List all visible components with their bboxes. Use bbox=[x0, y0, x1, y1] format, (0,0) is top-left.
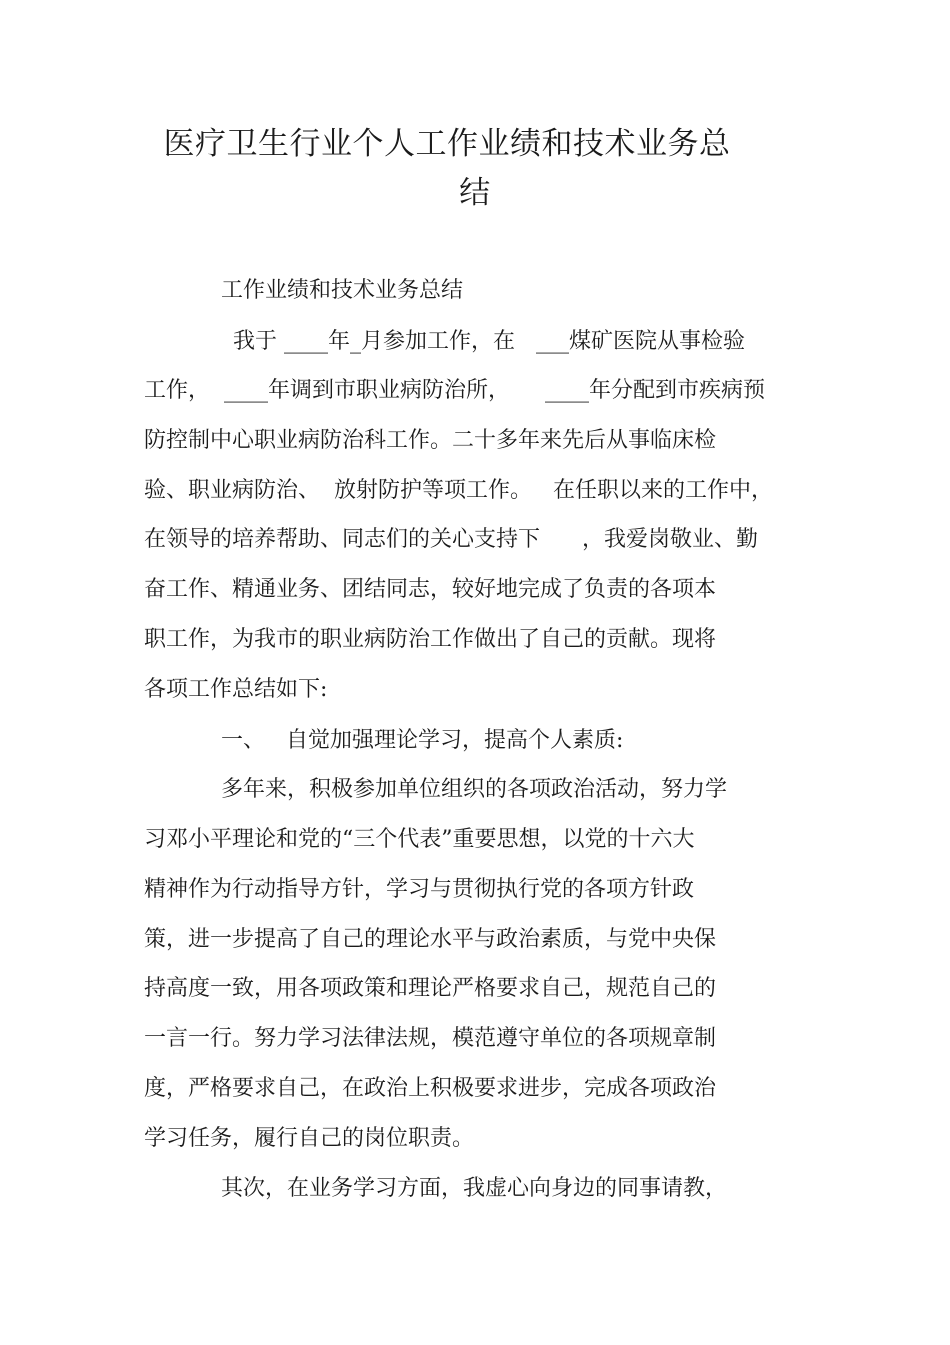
document-title-line-1: 医疗卫生行业个人工作业绩和技术业务总 bbox=[163, 126, 731, 162]
paragraph-line: 验、职业病防治、 放射防护等项工作。 在任职以来的工作中， bbox=[144, 478, 773, 503]
section-heading: 一、 自觉加强理论学习，提高个人素质: bbox=[221, 728, 624, 753]
paragraph-line: 各项工作总结如下: bbox=[144, 677, 328, 702]
paragraph-line: 防控制中心职业病防治科工作。二十多年来先后从事临床检 bbox=[144, 428, 717, 453]
paragraph-line: 策，进一步提高了自己的理论水平与政治素质，与党中央保 bbox=[144, 927, 717, 952]
document-title-line-2: 结 bbox=[459, 175, 491, 211]
paragraph-line: 工作， ____年调到市职业病防治所， ____年分配到市疾病预 bbox=[144, 378, 765, 403]
paragraph-line: 度，严格要求自己，在政治上积极要求进步，完成各项政治 bbox=[144, 1076, 717, 1101]
paragraph-line: 我于 ____年_月参加工作，在 ___煤矿医院从事检验 bbox=[233, 329, 745, 354]
section-heading: 工作业绩和技术业务总结 bbox=[221, 278, 464, 303]
paragraph-line: 多年来，积极参加单位组织的各项政治活动，努力学 bbox=[221, 777, 728, 802]
paragraph-line: 精神作为行动指导方针，学习与贯彻执行党的各项方针政 bbox=[144, 877, 695, 902]
paragraph-line: 学习任务，履行自己的岗位职责。 bbox=[144, 1126, 475, 1151]
paragraph-line: 持高度一致，用各项政策和理论严格要求自己，规范自己的 bbox=[144, 976, 717, 1001]
paragraph-line: 其次，在业务学习方面，我虚心向身边的同事请教， bbox=[221, 1176, 728, 1201]
paragraph-line: 职工作，为我市的职业病防治工作做出了自己的贡献。现将 bbox=[144, 627, 717, 652]
paragraph-line: 习邓小平理论和党的“三个代表”重要思想，以党的十六大 bbox=[144, 827, 695, 852]
paragraph-line: 在领导的培养帮助、同志们的关心支持下 ，我爱岗敬业、勤 bbox=[144, 527, 758, 552]
paragraph-line: 一言一行。努力学习法律法规，模范遵守单位的各项规章制 bbox=[144, 1026, 717, 1051]
paragraph-line: 奋工作、精通业务、团结同志，较好地完成了负责的各项本 bbox=[144, 577, 717, 602]
